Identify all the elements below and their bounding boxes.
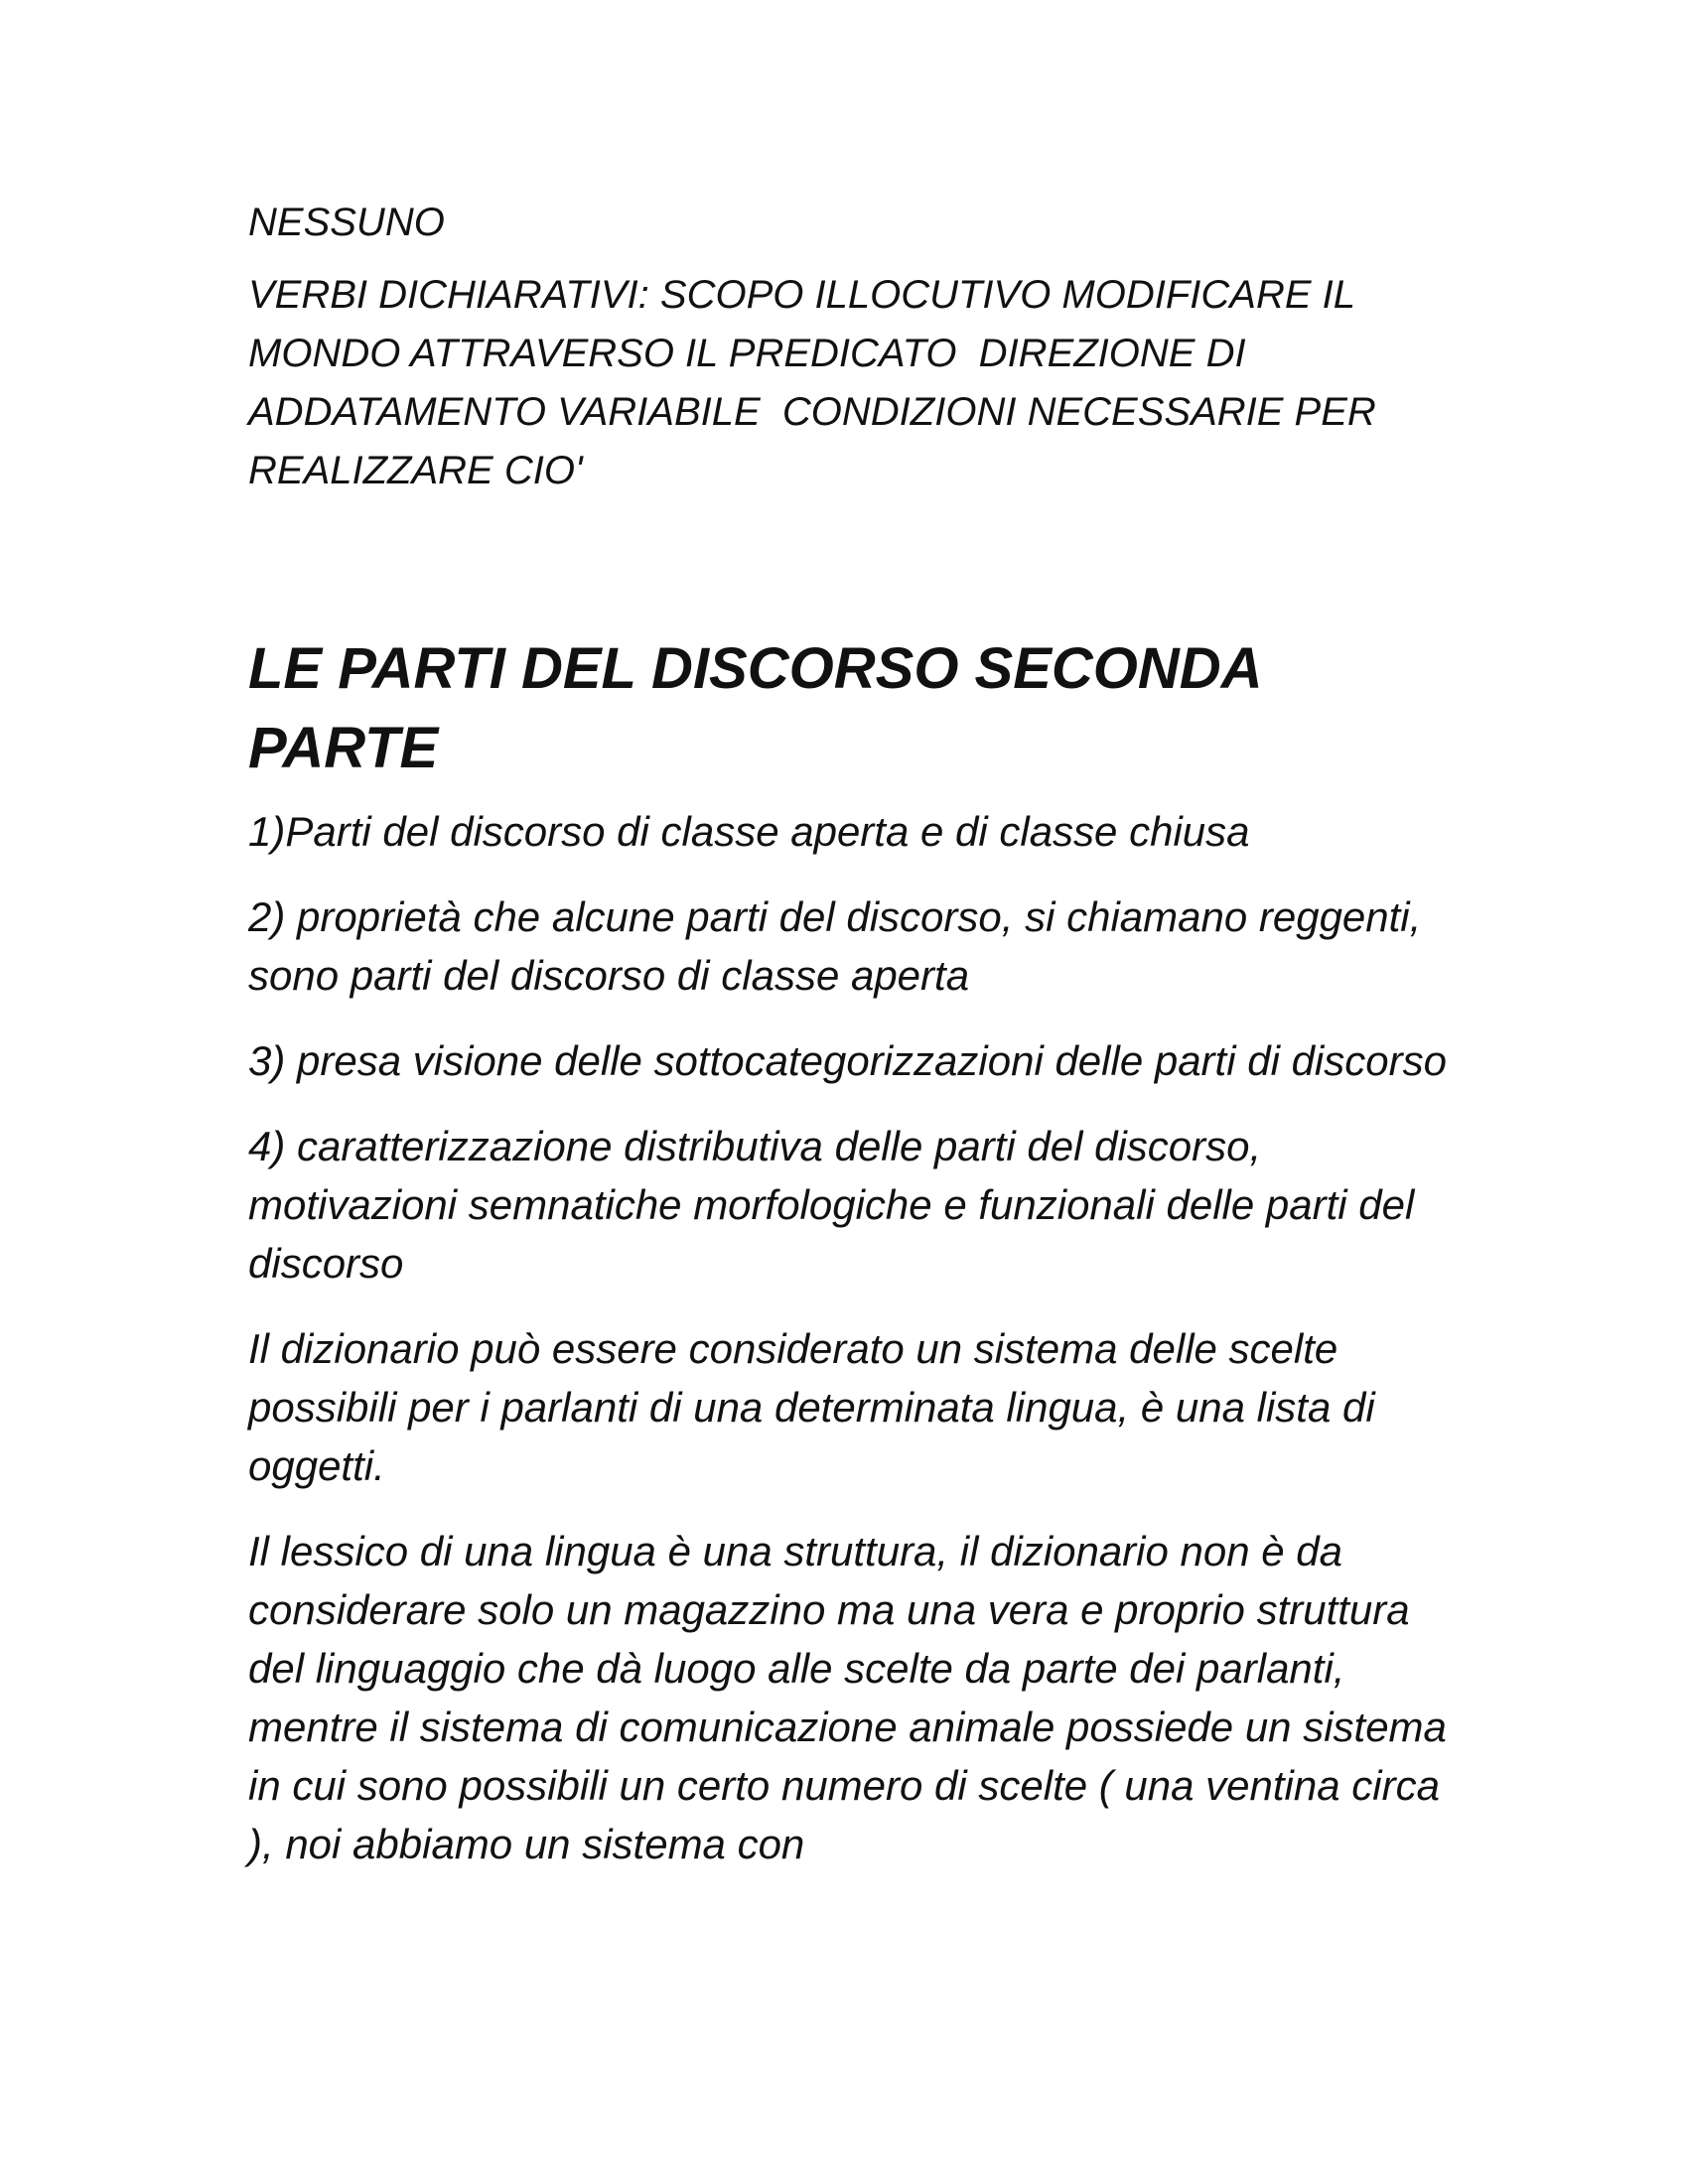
paragraph-point-3: 3) presa visione delle sottocategorizzazioni delle parti di discorso bbox=[248, 1037, 1447, 1084]
paragraph-point-4: 4) caratterizzazione distributiva delle parti del discorso, motivazioni semnatiche morfologiche e funzionali delle parti del discorso bbox=[248, 1123, 1426, 1287]
paragraph-dizionario: Il dizionario può essere considerato un sistema delle scelte possibili per i parlanti di una determinata lingua, è una lista di oggetti. bbox=[248, 1325, 1387, 1489]
section-heading: LE PARTI DEL DISCORSO SECONDA PARTE bbox=[248, 636, 1261, 780]
paragraph-point-2: 2) proprietà che alcune parti del discorso, si chiamano reggenti, sono parti del discorso di classe aperta bbox=[248, 893, 1433, 999]
document-page bbox=[248, 194, 1459, 1900]
paragraph-lessico: Il lessico di una lingua è una struttura, il dizionario non è da considerare solo un magazzino ma una vera e proprio struttura del linguaggio che dà luogo alle scelte da parte dei parlanti, mentre il sistema di comunicazione animale possiede un sistema in cui sono possibili un certo numero di scelte ( una ventina circa ), noi abbiamo un sistema con bbox=[248, 1528, 1459, 1867]
paragraph-verbi-dichiarativi: VERBI DICHIARATIVI: SCOPO ILLOCUTIVO MODIFICARE IL MONDO ATTRAVERSO IL PREDICATO DIREZIONE DI ADDATAMENTO VARIABILE CONDIZIONI NECESSARIE PER REALIZZARE CIO' bbox=[248, 273, 1387, 492]
paragraph-point-1: 1)Parti del discorso di classe aperta e di classe chiusa bbox=[248, 808, 1250, 855]
paragraph-nessuno: NESSUNO bbox=[248, 201, 445, 244]
